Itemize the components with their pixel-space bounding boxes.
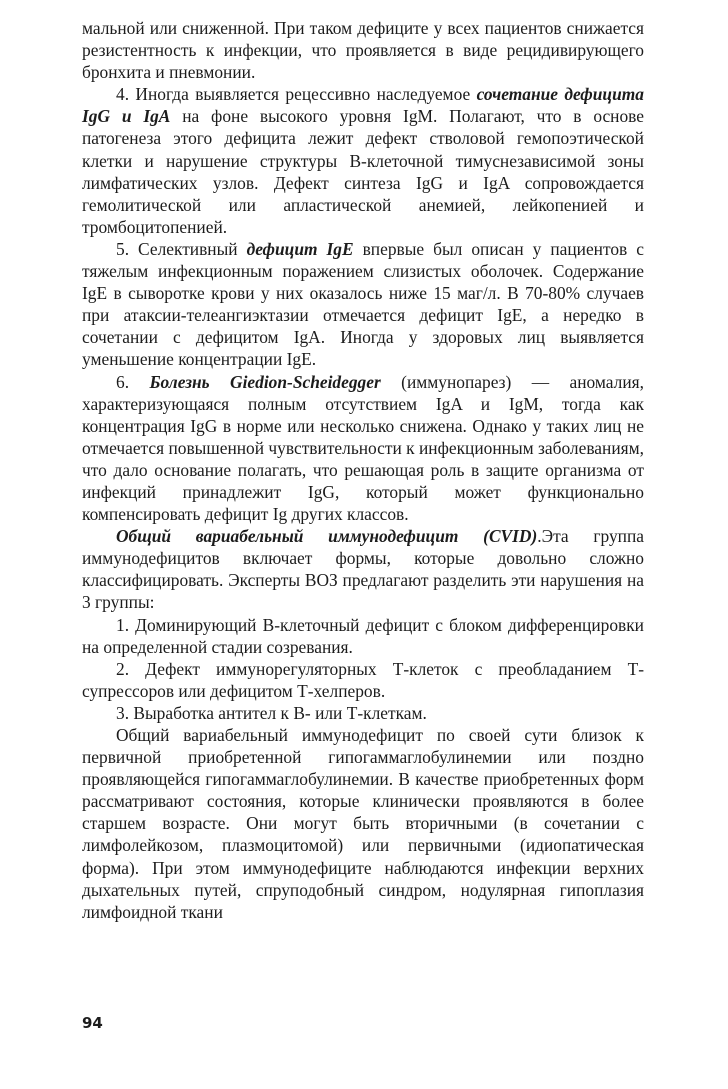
text-run: 3. Выработка антител к В- или Т-клеткам. (116, 702, 427, 723)
paragraph-7 (82, 658, 644, 702)
text-run: мальной или сниженной. При таком дефиците у всех пациентов снижается резистентность к инфекции, что проявляется в виде рецидивирующего бронхита и пневмонии. (82, 18, 644, 83)
text-run: 5. Селективный (116, 238, 247, 259)
paragraph-1 (82, 17, 644, 83)
paragraph-9 (82, 724, 644, 923)
text-run: Общий вариабельный иммунодефицит по своей сути близок к первичной приобретенной гипогаммаглобулинемии или поздно проявляющейся гипогаммаглобулинемии. В качестве приобретенных форм рассматривают состояния, которые клинически проявляются в более старшем возрасте. Они могут быть вторичными (в сочетании с лимфолейкозом, плазмоцитомой) или первичными (идиопатическая форма). При этом иммунодефиците наблюдаются инфекции верхних дыхательных путей, спруподобный синдром, нодулярная гипоплазия лимфоидной ткани (82, 725, 644, 922)
page-number: 94 (82, 1014, 103, 1032)
emphasis-term: Болезнь Giedion-Scheidegger (149, 371, 381, 392)
text-run: 4. Иногда выявляется рецессивно наследуемое (116, 84, 477, 105)
text-run: впервые был описан у пациентов с тяжелым инфекционным поражением слизистых оболочек. Содержание IgE в сыворотке крови у них оказалось ниже 15 маг/л. В 70-80% случаев при атаксии-телеангиэктазии отмечается дефицит IgE, а нередко в сочетании с дефицитом IgA. Иногда у здоровых лиц выявляется уменьшение концентрации IgE. (82, 238, 644, 370)
emphasis-term: Общий вариабельный иммунодефицит (CVID) (116, 526, 538, 547)
text-run: 2. Дефект иммунорегуляторных Т-клеток с преобладанием Т-супрессоров или дефицитом Т-хелперов. (82, 658, 644, 701)
paragraph-8 (82, 702, 644, 724)
paragraph-2 (82, 83, 644, 238)
text-run: 1. Доминирующий В-клеточный дефицит с блоком дифференцировки на определенной стадии созревания. (82, 614, 644, 657)
text-run: .Эта группа иммунодефицитов включает формы, которые довольно сложно классифицировать. Эксперты ВОЗ предлагают разделить эти нарушения на 3 группы: (82, 526, 644, 613)
paragraph-5 (82, 525, 644, 613)
emphasis-term: сочетание дефицита IgG и IgA (82, 84, 644, 127)
paragraph-3 (82, 238, 644, 371)
text-run: на фоне высокого уровня IgM. Полагают, что в основе патогенеза этого дефицита лежит дефект стволовой гемопоэтической клетки и нарушение структуры В-клеточной тимуснезависимой зоны лимфатических узлов. Дефект синтеза IgG и IgA сопровождается гемолитической или апластической анемией, лейкопенией и тромбоцитопенией. (82, 106, 644, 237)
text-body (82, 17, 644, 923)
paragraph-6 (82, 614, 644, 658)
text-run: (иммунопарез) — аномалия, характеризующаяся полным отсутствием IgA и IgM, тогда как концентрация IgG в норме или несколько снижена. Однако у таких лиц не отмечается повышенной чувствительности к инфекционным заболеваниям, что дало основание полагать, что решающая роль в защите организма от инфекций принадлежит IgG, который может функционально компенсировать дефицит Ig других классов. (82, 371, 645, 525)
paragraph-4 (82, 371, 644, 526)
text-run: 6. (116, 371, 150, 392)
emphasis-term: дефицит IgE (246, 238, 354, 259)
